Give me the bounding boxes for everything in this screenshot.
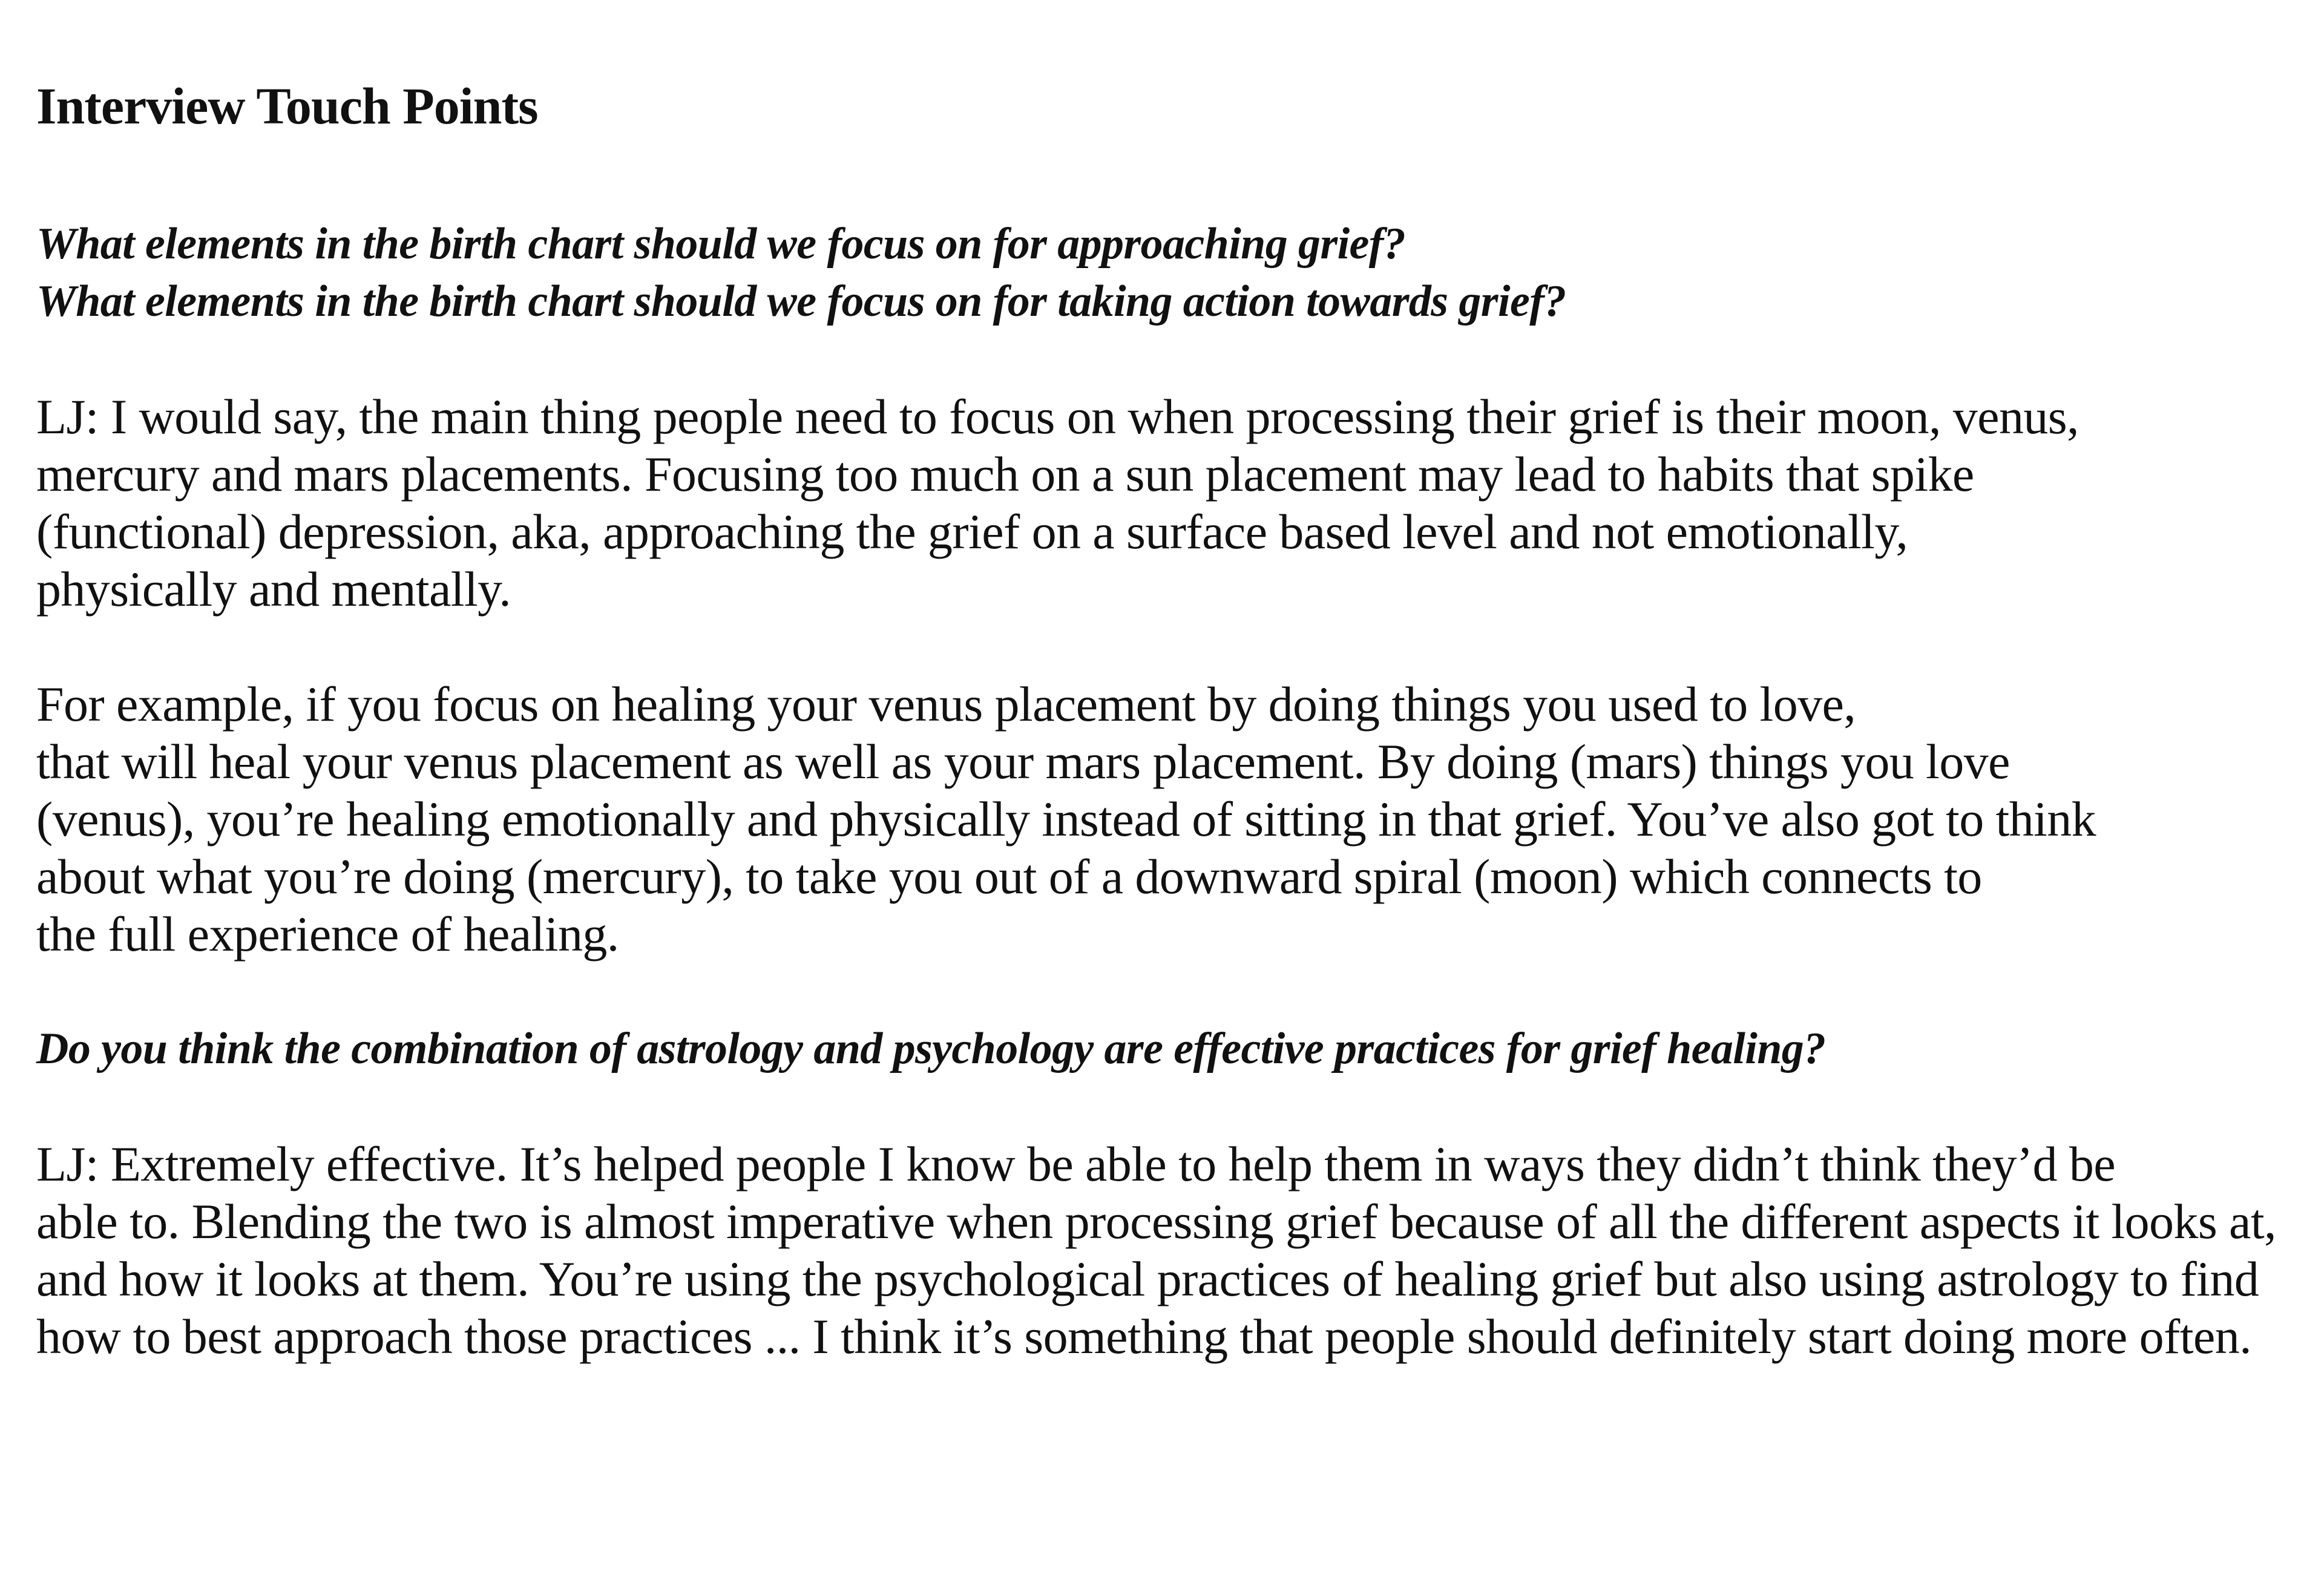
answer-line: (functional) depression, aka, approaching the grief on a surface based level and not emotionally, xyxy=(36,504,1908,559)
interview-section-1 xyxy=(36,215,2300,963)
answer-line: about what you’re doing (mercury), to take you out of a downward spiral (moon) which connects to xyxy=(36,849,1982,904)
document-page xyxy=(36,77,2300,1365)
question-line: What elements in the birth chart should we focus on for approaching grief? xyxy=(36,219,1406,269)
answer-line: LJ: Extremely effective. It’s helped people I know be able to help them in ways they didn’t think they’d be xyxy=(36,1136,2116,1191)
answer-paragraph-3 xyxy=(36,1135,2300,1365)
spacer xyxy=(36,618,2300,675)
spacer xyxy=(36,330,2300,388)
page-title: Interview Touch Points xyxy=(36,77,538,135)
answer-line: and how it looks at them. You’re using the psychological practices of healing grief but also using astrology to find xyxy=(36,1251,2259,1306)
answer-line: (venus), you’re healing emotionally and physically instead of sitting in that grief. You’ve also got to think xyxy=(36,792,2096,847)
answer-paragraph-2 xyxy=(36,675,2300,963)
answer-paragraph-1 xyxy=(36,388,2300,618)
question-line: What elements in the birth chart should we focus on for taking action towards grief? xyxy=(36,277,1566,326)
question-block-2 xyxy=(36,1020,2300,1078)
spacer xyxy=(36,1078,2300,1135)
answer-line: mercury and mars placements. Focusing too much on a sun placement may lead to habits that spike xyxy=(36,447,1974,502)
interview-section-2 xyxy=(36,1020,2300,1365)
spacer xyxy=(36,963,2300,1020)
answer-line: how to best approach those practices ... I think it’s something that people should definitely start doing more often. xyxy=(36,1309,2252,1364)
answer-line: able to. Blending the two is almost imperative when processing grief because of all the different aspects it looks at, xyxy=(36,1194,2276,1249)
answer-line: LJ: I would say, the main thing people need to focus on when processing their grief is their moon, venus, xyxy=(36,389,2079,444)
question-line: Do you think the combination of astrology and psychology are effective practices for grief healing? xyxy=(36,1024,1826,1073)
answer-line: physically and mentally. xyxy=(36,562,511,617)
answer-line: For example, if you focus on healing your venus placement by doing things you used to love, xyxy=(36,677,1856,732)
question-block-1 xyxy=(36,215,2300,330)
answer-line: that will heal your venus placement as well as your mars placement. By doing (mars) things you love xyxy=(36,734,2010,789)
answer-line: the full experience of healing. xyxy=(36,906,619,962)
